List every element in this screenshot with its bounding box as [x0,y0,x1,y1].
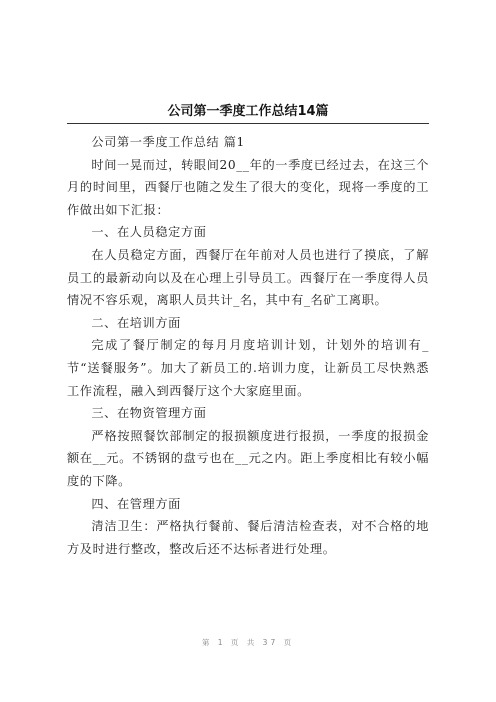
paragraph-management: 清洁卫生：严格执行餐前、餐后清洁检查表，对不合格的地方及时进行整改，整改后还不达标者进行处理。 [67,519,429,556]
paragraph-training: 完成了餐厅制定的每月月度培训计划，计划外的培训有_节“送餐服务”。加大了新员工的.培训力度，让新员工尽快熟悉工作流程，融入到西餐厅这个大家庭里面。 [67,338,429,398]
page-footer: 第 1 页 共 37 页 [201,638,295,647]
title-divider [67,123,429,124]
document-title: 公司第一季度工作总结14篇 [167,104,329,119]
paragraph-staff: 在人员稳定方面，西餐厅在年前对人员也进行了摸底，了解员工的最新动向以及在心理上引导员工。西餐厅在一季度得人员情况不容乐观，离职人员共计_名，其中有_名矿工离职。 [67,247,429,308]
section-heading-staff: 一、在人员稳定方面 [91,225,207,240]
paragraph-subtitle: 公司第一季度工作总结 篇1 [91,135,245,149]
paragraph-intro: 时间一晃而过，转眼间20__年的一季度已经过去，在这三个月的时间里，西餐厅也随之发生了很大的变化，现将一季度的工作做出如下汇报： [67,157,429,217]
section-heading-materials: 三、在物资管理方面 [91,406,207,421]
document-body [67,131,429,560]
section-heading-training: 二、在培训方面 [91,315,181,330]
section-heading-management: 四、在管理方面 [91,496,181,511]
paragraph-materials: 严格按照餐饮部制定的报损额度进行报损，一季度的报损金额在__元。不锈钢的盘亏也在__元之内。距上季度相比有较小幅度的下降。 [67,428,429,488]
